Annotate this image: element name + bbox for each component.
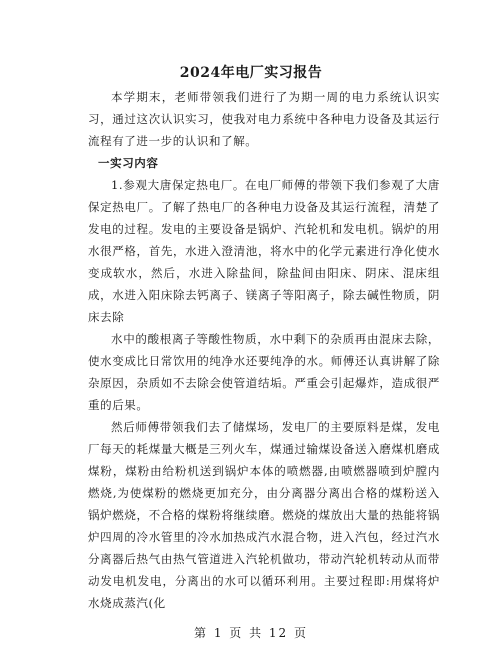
section-heading: 一实习内容 <box>98 156 159 170</box>
document-body <box>88 86 440 614</box>
page-number-footer: 第 1 页 共 12 页 <box>194 626 308 640</box>
body-paragraph: 1.参观大唐保定热电厂。在电厂师傅的带领下我们参观了大唐保定热电厂。了解了热电厂的各种电力设备及其运行流程，清楚了发电的过程。发电的主要设备是锅炉、汽轮机和发电机。锅炉的用水很严格，首先，水进入澄清池，将水中的化学元素进行净化使水变成软水，然后，水进入除盐间，除盐间由阳床、阴床、混床组成，水进入阳床除去钙离子、镁离子等阳离子，除去碱性物质，阴床去除 <box>88 178 440 324</box>
body-paragraph: 水中的酸根离子等酸性物质，水中剩下的杂质再由混床去除，使水变成比日常饮用的纯净水还要纯净的水。师傅还认真讲解了除杂原因，杂质如不去除会使管道结垢。严重会引起爆炸，造成很严重的后果。 <box>88 332 440 412</box>
body-paragraph: 然后师傅带领我们去了储煤场，发电厂的主要原料是煤，发电厂每天的耗煤量大概是三列火车，煤通过输煤设备送入磨煤机磨成煤粉，煤粉由给粉机送到锅炉本体的喷燃器,由喷燃器喷到炉膛内燃烧,为使煤粉的燃烧更加充分，由分离器分离出合格的煤粉送入锅炉燃烧，不合格的煤粉将继续磨。燃烧的煤放出大量的热能将锅炉四周的冷水管里的冷水加热成汽水混合物，进入汽包，经过汽水分离器后热气由热气管道进入汽轮机做功，带动汽轮机转动从而带动发电机发电，分离出的水可以循环利用。主要过程即:用煤将炉水烧成蒸汽(化 <box>88 420 440 610</box>
intro-paragraph: 本学期末，老师带领我们进行了为期一周的电力系统认识实习，通过这次认识实习，使我对电力系统中各种电力设备及其运行流程有了进一步的认识和了解。 <box>88 90 440 148</box>
document-title: 2024年电厂实习报告 <box>179 65 323 81</box>
